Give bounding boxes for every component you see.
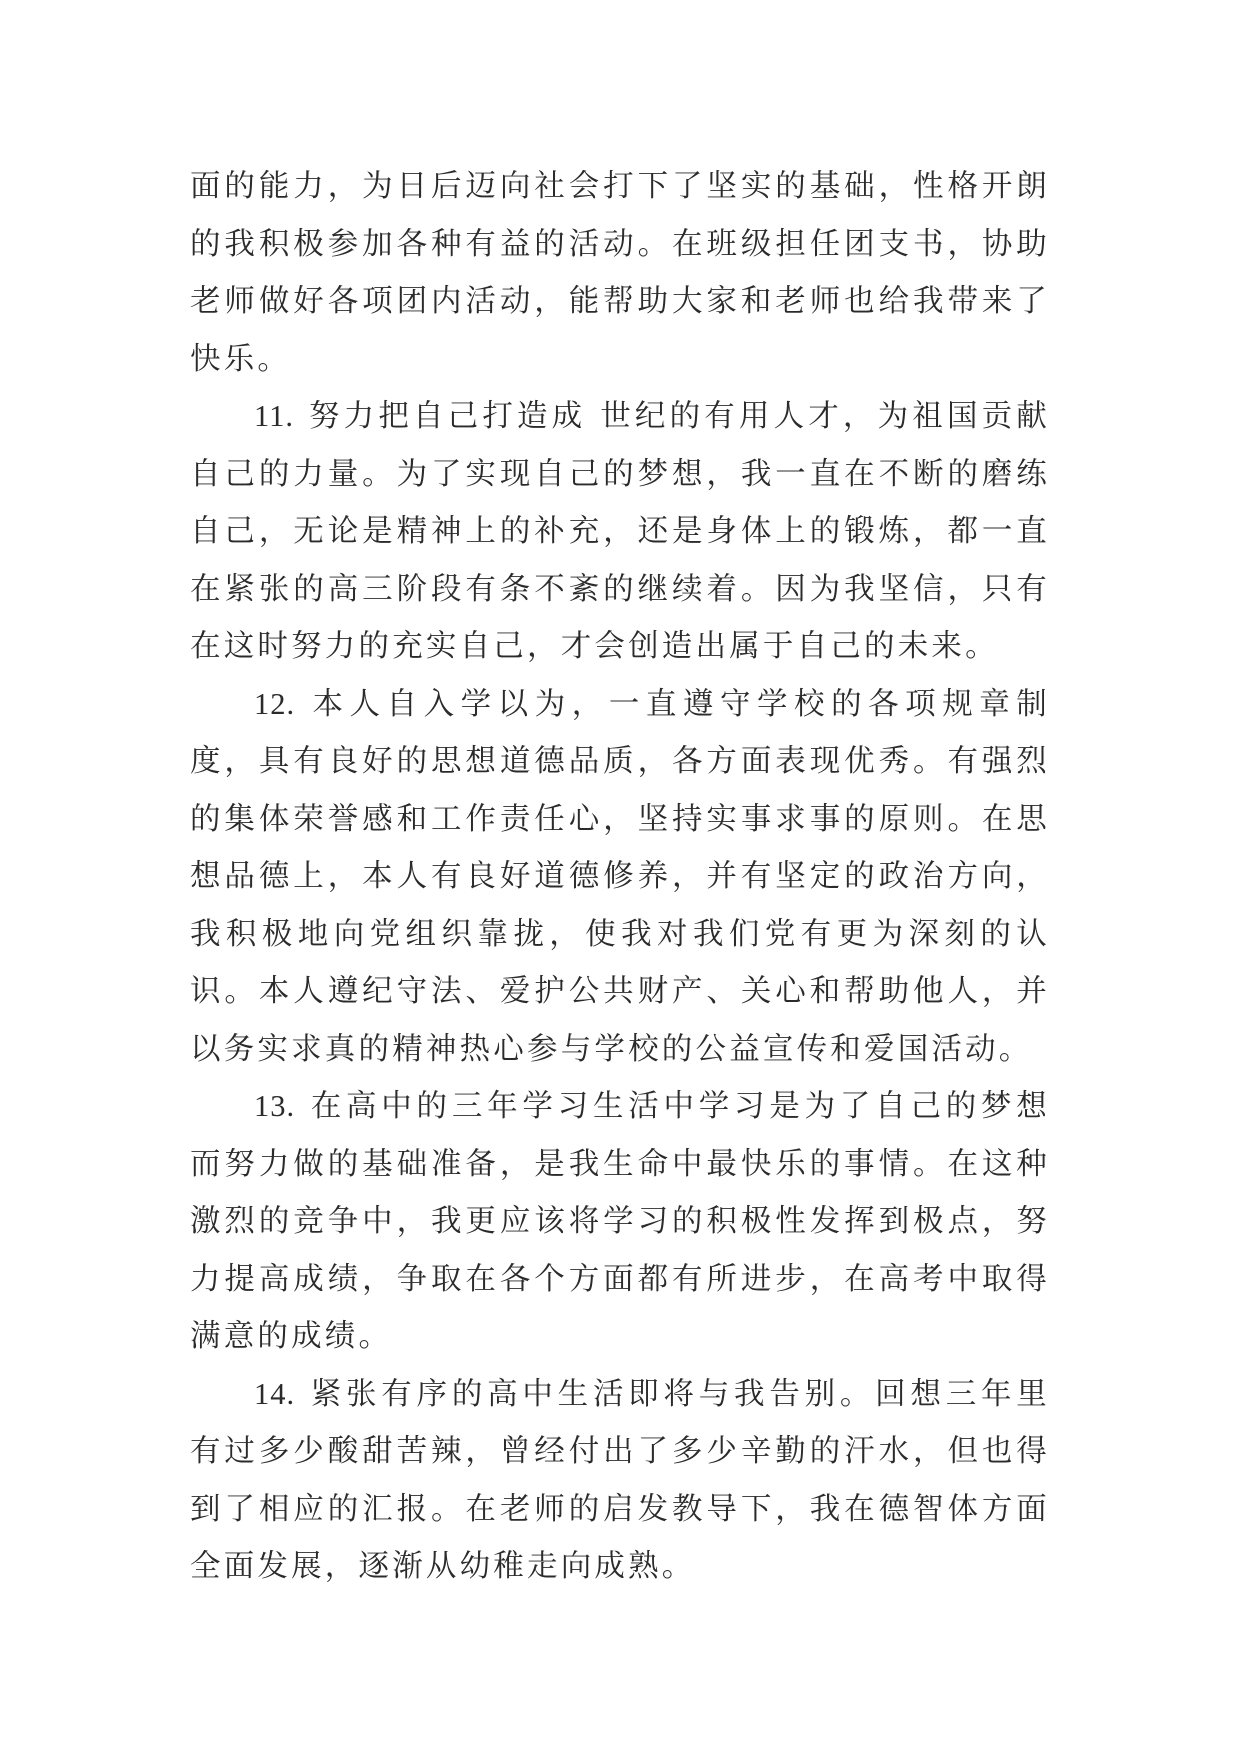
paragraph-11 <box>190 388 1050 676</box>
paragraph-12 <box>190 676 1050 1079</box>
paragraph-text: 面的能力，为日后迈向社会打下了坚实的基础，性格开朗的我积极参加各种有益的活动。在班级担任团支书，协助老师做好各项团内活动，能帮助大家和老师也给我带来了快乐。 <box>190 169 1050 377</box>
paragraph-number: 14. <box>254 1376 296 1411</box>
paragraph-text: 紧张有序的高中生活即将与我告别。回想三年里有过多少酸甜苦辣，曾经付出了多少辛勤的汗水，但也得到了相应的汇报。在老师的启发教导下，我在德智体方面全面发展，逐渐从幼稚走向成熟。 <box>190 1376 1050 1584</box>
paragraph-text: 在高中的三年学习生活中学习是为了自己的梦想而努力做的基础准备，是我生命中最快乐的事情。在这种激烈的竞争中，我更应该将学习的积极性发挥到极点，努力提高成绩，争取在各个方面都有所进步，在高考中取得满意的成绩。 <box>190 1089 1050 1354</box>
document-body <box>190 158 1050 1596</box>
paragraph-text: 本人自入学以为，一直遵守学校的各项规章制度，具有良好的思想道德品质，各方面表现优秀。有强烈的集体荣誉感和工作责任心，坚持实事求事的原则。在思想品德上，本人有良好道德修养，并有坚定的政治方向，我积极地向党组织靠拢，使我对我们党有更为深刻的认识。本人遵纪守法、爱护公共财产、关心和帮助他人，并以务实求真的精神热心参与学校的公益宣传和爱国活动。 <box>190 686 1050 1067</box>
paragraph-number: 11. <box>254 399 294 433</box>
paragraph-13 <box>190 1078 1050 1366</box>
paragraph-text: 努力把自己打造成 世纪的有用人才，为祖国贡献自己的力量。为了实现自己的梦想，我一直在不断的磨练自己，无论是精神上的补充，还是身体上的锻炼，都一直在紧张的高三阶段有条不紊的继续着。因为我坚信，只有在这时努力的充实自己，才会创造出属于自己的未来。 <box>190 399 1050 664</box>
paragraph-number: 13. <box>254 1089 296 1123</box>
paragraph-continuation <box>190 158 1050 388</box>
paragraph-14 <box>190 1366 1050 1596</box>
paragraph-number: 12. <box>254 686 296 721</box>
